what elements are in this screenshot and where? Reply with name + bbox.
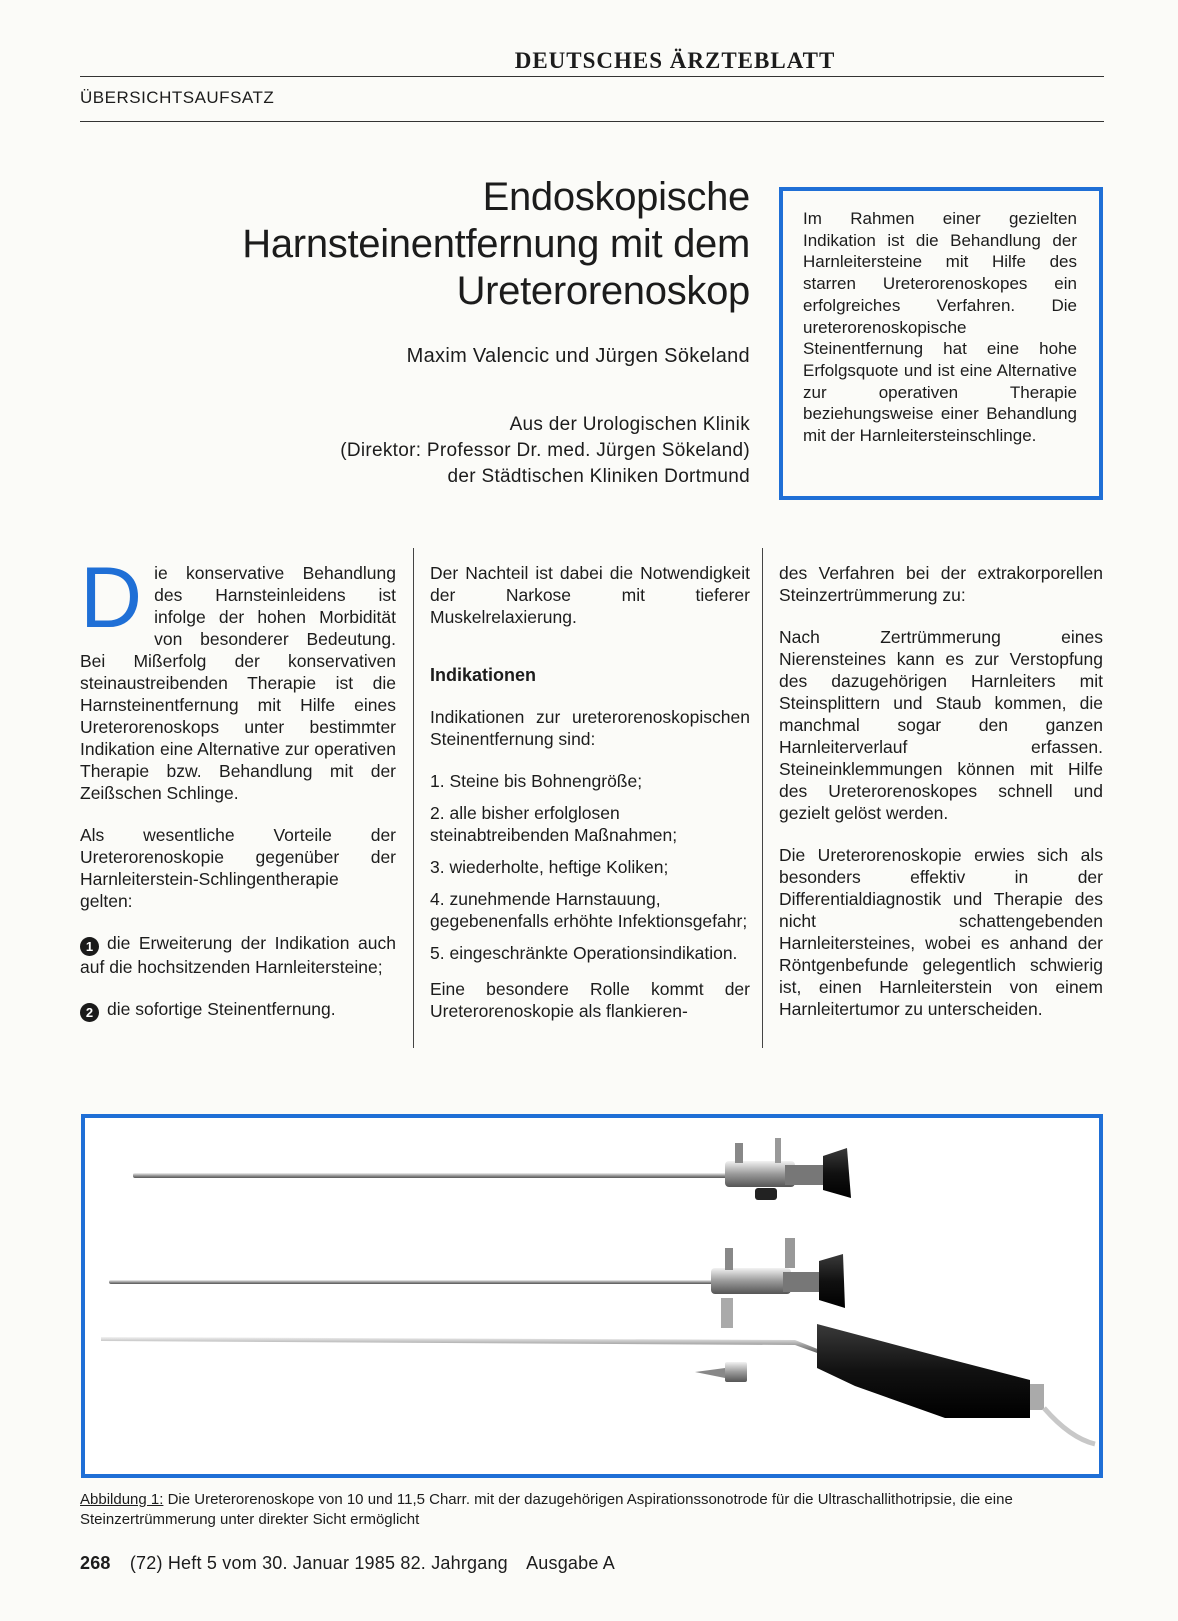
title-line: Harnsteinentfernung mit dem (242, 222, 750, 266)
bullet-item (80, 932, 396, 978)
section-label: ÜBERSICHTSAUFSATZ (80, 88, 275, 107)
paragraph: des Verfahren bei der extrakorporellen Steinzertrümmerung zu: (779, 563, 1103, 605)
number-2-icon: 2 (80, 1003, 99, 1022)
paragraph: Die Ureterorenoskopie erwies sich als besonders effektiv in der Differentialdiagnostik und Therapie des nicht schattengebenden Harnleitersteines, wobei es anhand der Röntgenbefunde gelegentlich schwierig ist, einen Harnleiterstein von einem Harnleitertumor zu unterscheiden. (779, 845, 1103, 1019)
paragraph: Der Nachteil ist dabei die Notwendigkeit der Narkose mit tieferer Muskelrelaxierung. (430, 563, 750, 627)
title-line: Endoskopische (482, 175, 750, 219)
masthead-rule (80, 76, 1104, 77)
caption-text: Die Ureterorenoskope von 10 und 11,5 Charr. mit der dazugehörigen Aspirationssonotrode für die Ultraschallithotripsie, die eine Steinzertrümmerung unter direkter Sicht ermöglicht (80, 1491, 1013, 1528)
affiliation-line: der Städtischen Kliniken Dortmund (447, 466, 750, 487)
article-authors: Maxim Valencic und Jürgen Sökeland (406, 345, 750, 367)
paragraph: Nach Zertrümmerung eines Nierensteines kann es zur Verstopfung des dazugehörigen Harnleiters mit Steinsplittern und Staub kommen, die manchmal sogar den ganzen Harnleiterverlauf erfassen. Steineinklemmungen können mit Hilfe des Ureterorenoskopes schnell und gezielt gelöst werden. (779, 627, 1103, 823)
body-column-2 (430, 562, 750, 1042)
bullet-item (80, 998, 396, 1022)
ureterorenoscope-illustration (85, 1118, 1099, 1474)
figure-caption (80, 1490, 1104, 1530)
list-item: 1. Steine bis Bohnengröße; (430, 771, 643, 791)
bullet-text: die sofortige Steinentfernung. (107, 999, 336, 1019)
body-column-3 (779, 562, 1103, 1040)
masthead: DEUTSCHES ÄRZTEBLATT (514, 48, 836, 73)
affiliation-line: Aus der Urologischen Klinik (509, 414, 750, 435)
paragraph: ie konservative Behandlung des Harnsteinleidens ist infolge der hohen Morbidität von besonderer Bedeutung. Bei Mißerfolg der konservativen steinaustreibenden Therapie ist die Harnsteinentfernung mit Hilfe eines Ureterorenoskops unter bestimmter Indikation eine Alternative zur operativen Therapie bzw. Behandlung mit der Zeißschen Schlinge. (80, 563, 396, 803)
title-line: Ureterorenoskop (456, 269, 750, 313)
column-divider (762, 548, 763, 1048)
edition-label: Ausgabe A (526, 1553, 615, 1573)
list-item: 2. alle bisher erfolglosen steinabtreibenden Maßnahmen; (430, 803, 678, 845)
section-rule (80, 121, 1104, 122)
page-number: 268 (80, 1553, 111, 1573)
affiliation-line: (Direktor: Professor Dr. med. Jürgen Sökeland) (340, 440, 750, 461)
paragraph: Indikationen zur ureterorenoskopischen Steinentfernung sind: (430, 707, 750, 749)
body-column-1 (80, 550, 396, 1042)
number-1-icon: 1 (80, 937, 99, 956)
column-divider (413, 548, 414, 1048)
scope-2 (109, 1238, 845, 1328)
list-item: 5. eingeschränkte Operationsindikation. (430, 943, 738, 963)
bullet-text: die Erweiterung der Indikation auch auf die hochsitzenden Harnleitersteine; (80, 933, 396, 977)
indication-list (430, 770, 750, 964)
section-heading: Indikationen (430, 665, 537, 685)
list-item: 4. zunehmende Harnstauung, gegebenenfalls erhöhte Infektionsgefahr; (430, 889, 748, 931)
page-footer (80, 1553, 615, 1574)
paragraph: Eine besondere Rolle kommt der Ureterorenoskopie als flankieren- (430, 979, 750, 1021)
list-item: 3. wiederholte, heftige Koliken; (430, 857, 669, 877)
paragraph: Als wesentliche Vorteile der Ureterorenoskopie gegenüber der Harnleiterstein-Schlingentherapie gelten: (80, 825, 396, 911)
article-affiliation (150, 412, 750, 490)
figure-photo (81, 1114, 1103, 1478)
issue-reference: (72) Heft 5 vom 30. Januar 1985 82. Jahrgang (129, 1553, 508, 1573)
aspiration-sonotrode (101, 1324, 1095, 1444)
drop-cap: D (80, 550, 143, 646)
article-title (150, 174, 750, 315)
figure-label: Abbildung 1: (80, 1491, 164, 1508)
abstract-box: Im Rahmen einer gezielten Indikation ist die Behandlung der Harnleitersteine mit Hilfe des starren Ureterorenoskopes ein erfolgreiches Verfahren. Die ureterorenoskopische Steinentfernung hat eine hohe Erfolgsquote und ist eine Alternative zur operativen Therapie beziehungsweise einer Behandlung mit der Harnleitersteinschlinge. (779, 187, 1103, 500)
scope-1 (133, 1138, 851, 1200)
